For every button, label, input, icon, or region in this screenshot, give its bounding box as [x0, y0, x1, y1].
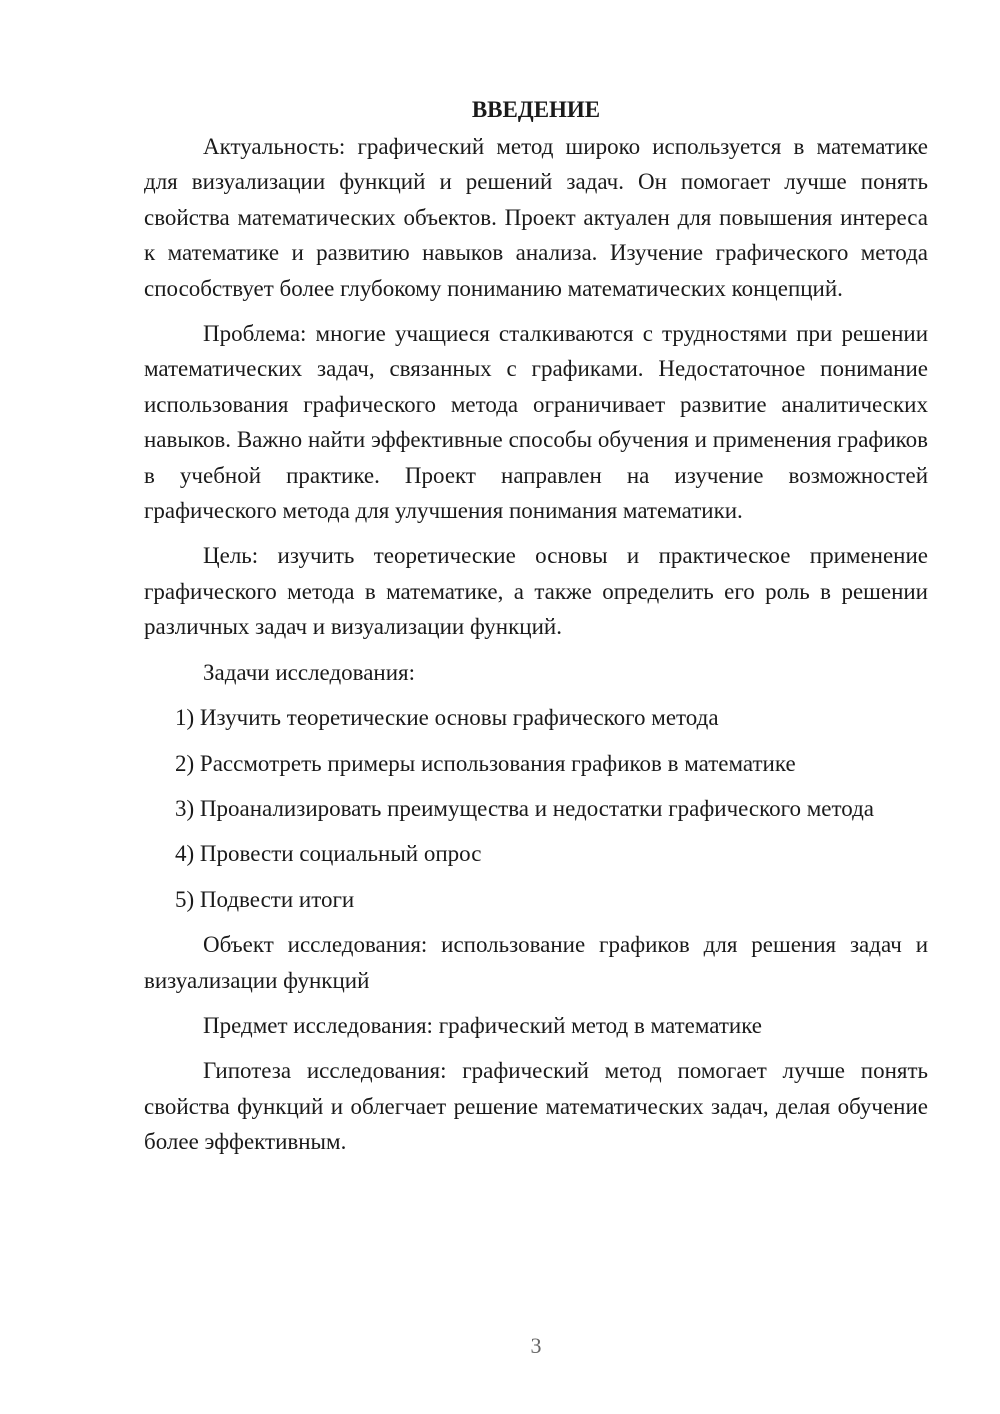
- paragraph-subject: Предмет исследования: графический метод в математике: [203, 1012, 763, 1038]
- paragraph-relevance: Актуальность: графический метод широко используется в математике для визуализации функций и решений задач. Он помогает лучше понять свойства математических объектов. Проект актуален для повышения интереса к математике и развитию навыков анализа. Изучение графического метода способствует более глубокому пониманию математических концепций.: [144, 134, 928, 301]
- task-item-2: 2) Рассмотреть примеры использования графиков в математике: [175, 750, 796, 776]
- document-page: [144, 92, 928, 1170]
- task-item-3: 3) Проанализировать преимущества и недостатки графического метода: [175, 795, 875, 821]
- task-item-1: 1) Изучить теоретические основы графического метода: [175, 705, 719, 731]
- paragraph-hypothesis: Гипотеза исследования: графический метод помогает лучше понять свойства функций и облегчает решение математических задач, делая обучение более эффективным.: [144, 1058, 928, 1155]
- paragraph-problem: Проблема: многие учащиеся сталкиваются с трудностями при решении математических задач, связанных с графиками. Недостаточное понимание использования графического метода ограничивает развитие аналитических навыков. Важно найти эффективные способы обучения и применения графиков в учебной практике. Проект направлен на изучение возможностей графического метода для улучшения понимания математики.: [144, 321, 928, 524]
- paragraph-goal: Цель: изучить теоретические основы и практическое применение графического метода в математике, а также определить его роль в решении различных задач и визуализации функций.: [144, 543, 928, 640]
- tasks-heading: Задачи исследования:: [203, 659, 416, 685]
- task-item-4: 4) Провести социальный опрос: [175, 841, 482, 867]
- task-item-5: 5) Подвести итоги: [175, 886, 355, 912]
- page-number: 3: [530, 1333, 542, 1358]
- paragraph-object: Объект исследования: использование графиков для решения задач и визуализации функций: [144, 932, 928, 993]
- page-title: ВВЕДЕНИЕ: [471, 97, 601, 122]
